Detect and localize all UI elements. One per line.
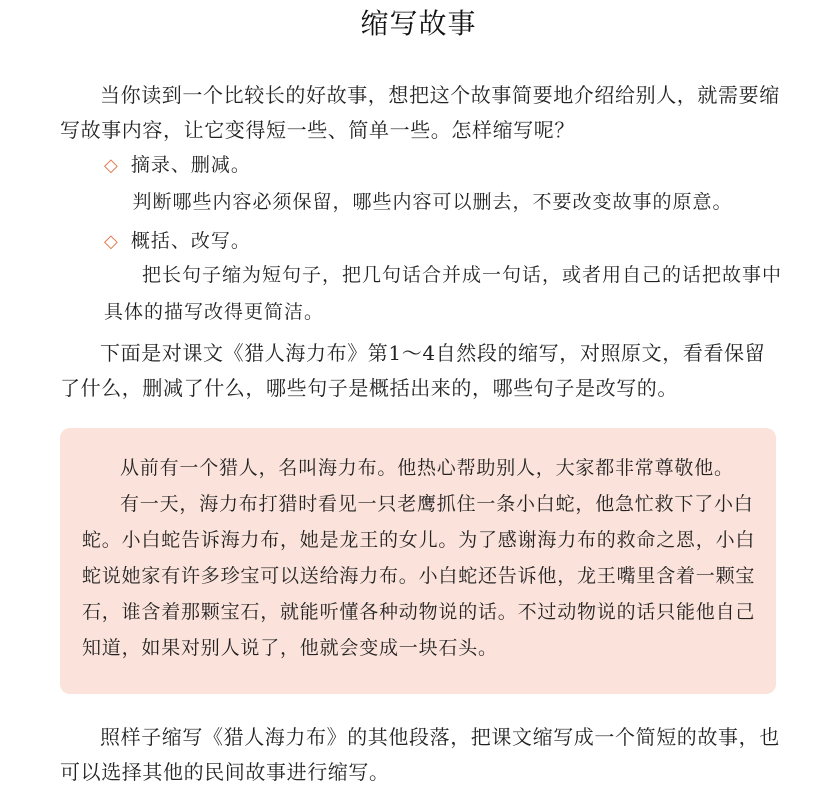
intro-paragraph: 当你读到一个比较长的好故事，想把这个故事简要地介绍给别人，就需要缩写故事内容，让它变得短一些、简单一些。怎样缩写呢？ (60, 83, 780, 142)
method-label: 摘录、删减。 (130, 154, 251, 176)
example-paragraph: 有一天，海力布打猎时看见一只老鹰抓住一条小白蛇，他急忙救下了小白蛇。小白蛇告诉海力布，她是龙王的女儿。为了感谢海力布的救命之恩，小白蛇说她家有许多珍宝可以送给海力布。小白蛇还告诉他，龙王嘴里含着一颗宝石，谁含着那颗宝石，就能听懂各种动物说的话。不过动物说的话只能他自己知道，如果对别人说了，他就会变成一块石头。 (82, 493, 756, 659)
method-description: 判断哪些内容必须保留，哪些内容可以删去，不要改变故事的原意。 (132, 191, 733, 213)
method-item-summarize (104, 226, 251, 257)
diamond-bullet-icon: ◇ (104, 155, 119, 176)
outro-paragraph: 照样子缩写《猎人海力布》的其他段落，把课文缩写成一个简短的故事，也可以选择其他的民间故事进行缩写。 (60, 725, 780, 784)
method-item-excerpt (104, 150, 251, 181)
method-description: 把长句子缩为短句子，把几句话合并成一句话，或者用自己的话把故事中具体的描写改得更简洁。 (104, 264, 783, 323)
lead-paragraph: 下面是对课文《猎人海力布》第1～4自然段的缩写，对照原文，看看保留了什么，删减了什么，哪些句子是概括出来的，哪些句子是改写的。 (60, 341, 766, 400)
page-title: 缩写故事 (360, 7, 477, 40)
method-label: 概括、改写。 (130, 230, 251, 252)
diamond-bullet-icon: ◇ (104, 231, 119, 252)
example-box (60, 428, 776, 694)
example-paragraph: 从前有一个猎人，名叫海力布。他热心帮助别人，大家都非常尊敬他。 (120, 457, 734, 479)
